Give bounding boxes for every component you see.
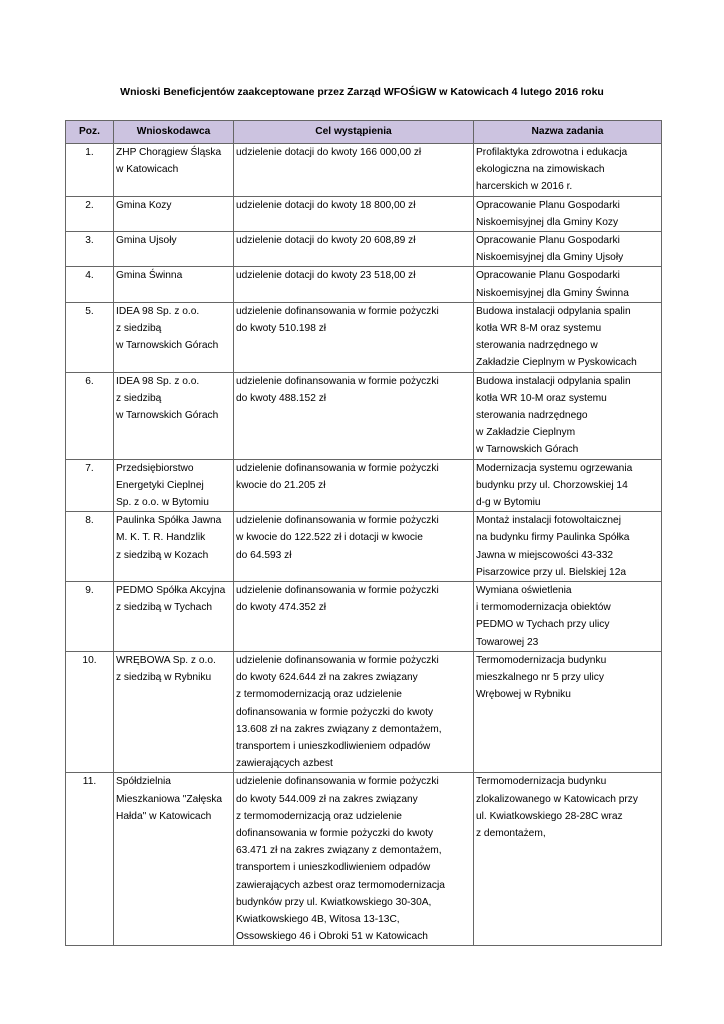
table-header-row [66, 121, 662, 144]
cell-poz: 5. [66, 302, 114, 372]
table-row [66, 372, 662, 459]
cell-nazwa: Opracowanie Planu Gospodarki Niskoemisyjnej dla Gminy Świnna [474, 267, 662, 302]
cell-poz: 9. [66, 582, 114, 652]
table-row [66, 267, 662, 302]
cell-poz: 7. [66, 459, 114, 512]
cell-nazwa: Wymiana oświetlenia i termomodernizacja obiektów PEDMO w Tychach przy ulicy Towarowej 23 [474, 582, 662, 652]
cell-nazwa: Budowa instalacji odpylania spalin kotła WR 8-M oraz systemu sterowania nadrzędnego w Zakładzie Cieplnym w Pyskowicach [474, 302, 662, 372]
cell-nazwa: Budowa instalacji odpylania spalin kotła WR 10-M oraz systemu sterowania nadrzędnego w Zakładzie Cieplnym w Tarnowskich Górach [474, 372, 662, 459]
table-row [66, 651, 662, 772]
cell-poz: 1. [66, 144, 114, 197]
cell-cel: udzielenie dotacji do kwoty 23 518,00 zł [234, 267, 474, 302]
cell-wnioskodawca: Paulinka Spółka Jawna M. K. T. R. Handzlik z siedzibą w Kozach [114, 512, 234, 582]
cell-wnioskodawca: Gmina Ujsoły [114, 232, 234, 267]
cell-wnioskodawca: ZHP Chorągiew Śląska w Katowicach [114, 144, 234, 197]
cell-wnioskodawca: IDEA 98 Sp. z o.o. z siedzibą w Tarnowskich Górach [114, 302, 234, 372]
table-row [66, 196, 662, 231]
cell-nazwa: Opracowanie Planu Gospodarki Niskoemisyjnej dla Gminy Ujsoły [474, 232, 662, 267]
cell-cel: udzielenie dotacji do kwoty 20 608,89 zł [234, 232, 474, 267]
cell-cel: udzielenie dofinansowania w formie pożyczki do kwoty 510.198 zł [234, 302, 474, 372]
header-nazwa: Nazwa zadania [474, 121, 662, 144]
table-row [66, 144, 662, 197]
cell-nazwa: Opracowanie Planu Gospodarki Niskoemisyjnej dla Gminy Kozy [474, 196, 662, 231]
header-poz: Poz. [66, 121, 114, 144]
cell-wnioskodawca: PEDMO Spółka Akcyjna z siedzibą w Tychach [114, 582, 234, 652]
cell-wnioskodawca: Przedsiębiorstwo Energetyki Cieplnej Sp. z o.o. w Bytomiu [114, 459, 234, 512]
cell-wnioskodawca: Gmina Świnna [114, 267, 234, 302]
table-row [66, 773, 662, 946]
table-row [66, 459, 662, 512]
cell-cel: udzielenie dotacji do kwoty 166 000,00 zł [234, 144, 474, 197]
cell-cel: udzielenie dofinansowania w formie pożyczki w kwocie do 122.522 zł i dotacji w kwocie do 64.593 zł [234, 512, 474, 582]
cell-cel: udzielenie dofinansowania w formie pożyczki do kwoty 488.152 zł [234, 372, 474, 459]
cell-wnioskodawca: WRĘBOWA Sp. z o.o. z siedzibą w Rybniku [114, 651, 234, 772]
cell-poz: 10. [66, 651, 114, 772]
beneficiaries-table [65, 120, 662, 946]
cell-poz: 6. [66, 372, 114, 459]
table-row [66, 512, 662, 582]
header-wnioskodawca: Wnioskodawca [114, 121, 234, 144]
cell-cel: udzielenie dotacji do kwoty 18 800,00 zł [234, 196, 474, 231]
cell-wnioskodawca: IDEA 98 Sp. z o.o. z siedzibą w Tarnowskich Górach [114, 372, 234, 459]
table-row [66, 582, 662, 652]
header-cel: Cel wystąpienia [234, 121, 474, 144]
cell-poz: 2. [66, 196, 114, 231]
cell-cel: udzielenie dofinansowania w formie pożyczki kwocie do 21.205 zł [234, 459, 474, 512]
cell-nazwa: Termomodernizacja budynku zlokalizowanego w Katowicach przy ul. Kwiatkowskiego 28-28C wraz z demontażem, [474, 773, 662, 946]
table-row [66, 232, 662, 267]
cell-wnioskodawca: Spółdzielnia Mieszkaniowa "Załęska Hałda" w Katowicach [114, 773, 234, 946]
cell-cel: udzielenie dofinansowania w formie pożyczki do kwoty 474.352 zł [234, 582, 474, 652]
cell-wnioskodawca: Gmina Kozy [114, 196, 234, 231]
cell-cel: udzielenie dofinansowania w formie pożyczki do kwoty 624.644 zł na zakres związany z termomodernizacją oraz udzielenie dofinansowania w formie pożyczki do kwoty 13.608 zł na zakres związany z demontażem, transportem i unieszkodliwieniem odpadów zawierających azbest [234, 651, 474, 772]
cell-cel: udzielenie dofinansowania w formie pożyczki do kwoty 544.009 zł na zakres związany z termomodernizacją oraz udzielenie dofinansowania w formie pożyczki do kwoty 63.471 zł na zakres związany z demontażem, transportem i unieszkodliwieniem odpadów zawierających azbest oraz termomodernizacja budynków przy ul. Kwiatkowskiego 30-30A, Kwiatkowskiego 4B, Witosa 13-13C, Ossowskiego 46 i Obroki 51 w Katowicach [234, 773, 474, 946]
document-title: Wnioski Beneficjentów zaakceptowane przez Zarząd WFOŚiGW w Katowicach 4 lutego 2016 roku [120, 86, 604, 98]
cell-nazwa: Modernizacja systemu ogrzewania budynku przy ul. Chorzowskiej 14 d-g w Bytomiu [474, 459, 662, 512]
cell-nazwa: Profilaktyka zdrowotna i edukacja ekologiczna na zimowiskach harcerskich w 2016 r. [474, 144, 662, 197]
cell-poz: 11. [66, 773, 114, 946]
cell-poz: 3. [66, 232, 114, 267]
cell-nazwa: Termomodernizacja budynku mieszkalnego nr 5 przy ulicy Wrębowej w Rybniku [474, 651, 662, 772]
cell-nazwa: Montaż instalacji fotowoltaicznej na budynku firmy Paulinka Spółka Jawna w miejscowości 43-332 Pisarzowice przy ul. Bielskiej 12a [474, 512, 662, 582]
table-row [66, 302, 662, 372]
cell-poz: 8. [66, 512, 114, 582]
cell-poz: 4. [66, 267, 114, 302]
